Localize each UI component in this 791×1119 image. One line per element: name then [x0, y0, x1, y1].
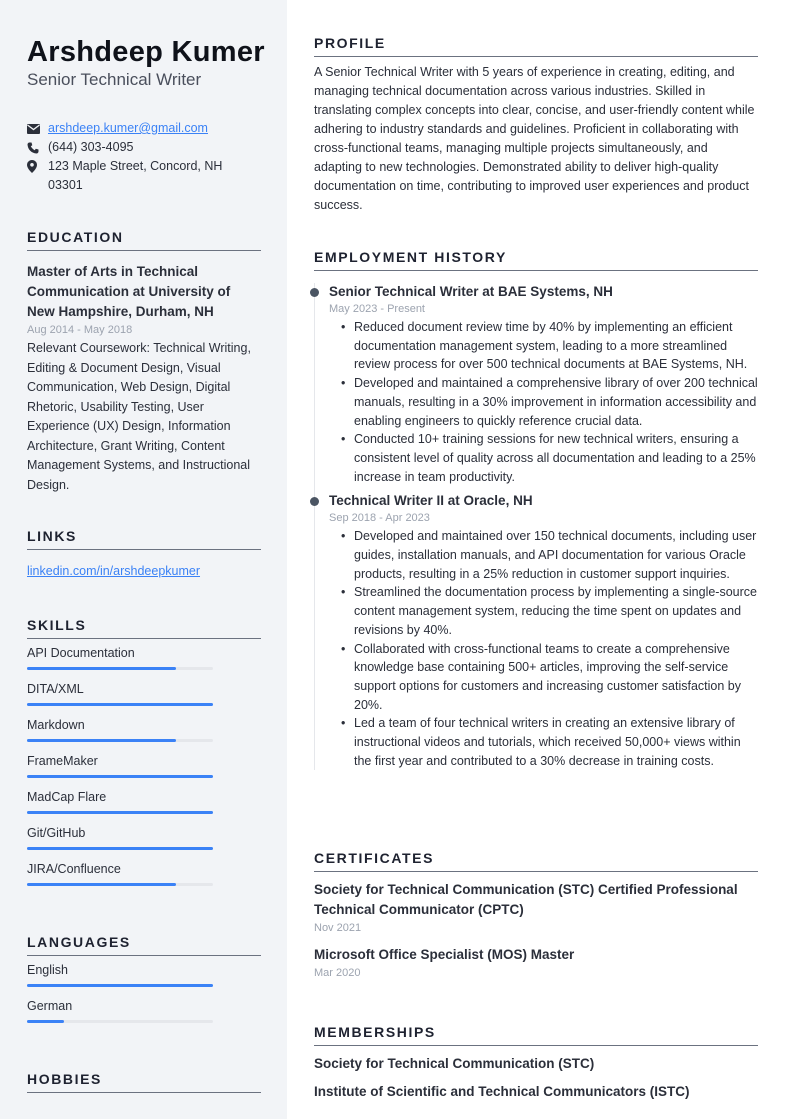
certificate-date: Nov 2021 — [314, 922, 362, 934]
contact-phone — [27, 138, 267, 157]
job-bullet: • Led a team of four technical writers in creating an extensive library of instructional videos and tutorials, which received 50,000+ views within the first year and contributed to a 30% decrease in training costs. — [341, 714, 758, 770]
employment-timeline — [314, 283, 758, 770]
membership-item: Society for Technical Communication (STC) — [314, 1056, 595, 1071]
level-bar-track — [27, 667, 213, 670]
membership-item: Institute of Scientific and Technical Communicators (ISTC) — [314, 1084, 690, 1099]
level-bar-fill — [27, 739, 176, 742]
job-bullets — [341, 318, 758, 486]
skill-label: DITA/XML — [27, 682, 84, 696]
skill-item — [27, 783, 261, 819]
level-bar-fill — [27, 847, 213, 850]
level-bar-track — [27, 703, 213, 706]
links-section — [27, 528, 261, 578]
job-title: Senior Technical Writer at BAE Systems, NH — [329, 284, 613, 299]
linkedin-link[interactable]: linkedin.com/in/arshdeepkumer — [27, 564, 201, 578]
job-bullet: • Developed and maintained a comprehensive library of over 200 technical manuals, resulting in a 30% improvement in information accessibility and enabling engineers to quickly reference crucial data. — [341, 374, 758, 430]
certificate-date: Mar 2020 — [314, 967, 361, 979]
job-entry — [329, 283, 758, 486]
job-dates: May 2023 - Present — [329, 303, 425, 315]
main-content — [287, 0, 791, 1119]
links-heading: LINKS — [27, 528, 261, 550]
contact-address — [27, 157, 267, 195]
education-description: Relevant Coursework: Technical Writing, Editing & Document Design, Visual Communication, Web Design, Digital Rhetoric, Usability Testing, User Experience (UX) Design, Information Architecture, Grant Writing, Content Management Systems, and Instructional Design. — [27, 341, 251, 492]
contact-info — [27, 119, 267, 195]
memberships-section — [314, 1024, 758, 1102]
job-bullet: • Collaborated with cross-functional teams to create a comprehensive knowledge base containing 500+ articles, improving the self-service support options for customers and increasing customer satisfaction by 20%. — [341, 640, 758, 715]
skill-label: API Documentation — [27, 646, 135, 660]
job-entry — [329, 492, 758, 770]
employment-section — [314, 249, 758, 770]
profile-text: A Senior Technical Writer with 5 years of experience in creating, editing, and managing technical documentation across various industries. Skilled in translating complex concepts into clear, concise, and user-friendly content while adhering to industry standards and guidelines. Proficient in collaborating with cross-functional teams, managing multiple projects simultaneously, and adapting to new technologies. Demonstrated ability to deliver high-quality documentation on time, contributing to improved user experiences and product success. — [314, 65, 755, 212]
level-bar-track — [27, 984, 213, 987]
job-bullet: • Conducted 10+ training sessions for new technical writers, ensuring a consistent level of quality across all documentation and leading to a 25% increase in team productivity. — [341, 430, 758, 486]
level-bar-fill — [27, 667, 176, 670]
job-bullets — [341, 527, 758, 770]
address-text: 123 Maple Street, Concord, NH 03301 — [48, 159, 223, 192]
profile-section — [314, 35, 758, 215]
skills-list — [27, 639, 261, 891]
skill-item — [27, 675, 261, 711]
timeline-dot-icon — [310, 497, 319, 506]
skill-label: JIRA/Confluence — [27, 862, 121, 876]
candidate-title: Senior Technical Writer — [27, 70, 202, 89]
skill-item — [27, 711, 261, 747]
level-bar-fill — [27, 984, 213, 987]
certificate-item — [314, 880, 758, 937]
skills-heading: SKILLS — [27, 617, 261, 639]
level-bar-track — [27, 811, 213, 814]
skill-item — [27, 747, 261, 783]
level-bar-track — [27, 847, 213, 850]
skill-label: FrameMaker — [27, 754, 98, 768]
language-item — [27, 956, 261, 992]
education-section — [27, 229, 261, 495]
sidebar — [0, 0, 287, 1119]
employment-heading: EMPLOYMENT HISTORY — [314, 249, 758, 271]
level-bar-track — [27, 775, 213, 778]
education-dates: Aug 2014 - May 2018 — [27, 324, 133, 336]
certificate-name: Society for Technical Communication (STC) Certified Professional Technical Communicator (CPTC) — [314, 882, 738, 917]
envelope-icon — [27, 119, 48, 138]
level-bar-track — [27, 1020, 213, 1023]
languages-heading: LANGUAGES — [27, 934, 261, 956]
certificates-list — [314, 880, 758, 982]
contact-email — [27, 119, 267, 138]
level-bar-fill — [27, 775, 213, 778]
skill-label: Markdown — [27, 718, 85, 732]
level-bar-fill — [27, 703, 213, 706]
languages-list — [27, 956, 261, 1028]
certificates-heading: CERTIFICATES — [314, 850, 758, 872]
certificate-item — [314, 945, 758, 982]
email-link[interactable]: arshdeep.kumer@gmail.com — [48, 121, 208, 135]
skill-label: Git/GitHub — [27, 826, 86, 840]
map-pin-icon — [27, 157, 48, 176]
languages-section — [27, 934, 261, 1028]
job-bullet: • Streamlined the documentation process by implementing a single-source content management system, reducing the time spent on updates and revisions by 40%. — [341, 583, 758, 639]
skill-item — [27, 855, 261, 891]
language-label: German — [27, 999, 73, 1013]
certificates-section — [314, 850, 758, 982]
phone-icon — [27, 138, 48, 157]
skill-label: MadCap Flare — [27, 790, 107, 804]
candidate-name: Arshdeep Kumer — [27, 36, 265, 68]
skill-item — [27, 819, 261, 855]
hobbies-heading: HOBBIES — [27, 1071, 261, 1093]
job-bullet: • Developed and maintained over 150 technical documents, including user guides, installation manuals, and API documentation for various Oracle products, resulting in a 25% reduction in customer support inquiries. — [341, 527, 758, 583]
language-label: English — [27, 963, 68, 977]
education-degree: Master of Arts in Technical Communication at University of New Hampshire, Durham, NH — [27, 264, 231, 319]
level-bar-track — [27, 739, 213, 742]
profile-heading: PROFILE — [314, 35, 758, 57]
certificate-name: Microsoft Office Specialist (MOS) Master — [314, 947, 575, 962]
level-bar-fill — [27, 811, 213, 814]
level-bar-fill — [27, 883, 176, 886]
phone-number: (644) 303-4095 — [48, 140, 134, 154]
job-dates: Sep 2018 - Apr 2023 — [329, 512, 430, 525]
level-bar-track — [27, 883, 213, 886]
memberships-heading: MEMBERSHIPS — [314, 1024, 758, 1046]
education-heading: EDUCATION — [27, 229, 261, 251]
job-bullet: • Reduced document review time by 40% by implementing an efficient documentation management system, leading to a more streamlined review process for over 500 technical documents at BAE Systems, NH. — [341, 318, 758, 374]
language-item — [27, 992, 261, 1028]
memberships-list — [314, 1054, 758, 1102]
level-bar-fill — [27, 1020, 64, 1023]
hobbies-section — [27, 1071, 261, 1093]
skill-item — [27, 639, 261, 675]
timeline-dot-icon — [310, 288, 319, 297]
job-title: Technical Writer II at Oracle, NH — [329, 493, 533, 509]
skills-section — [27, 617, 261, 891]
